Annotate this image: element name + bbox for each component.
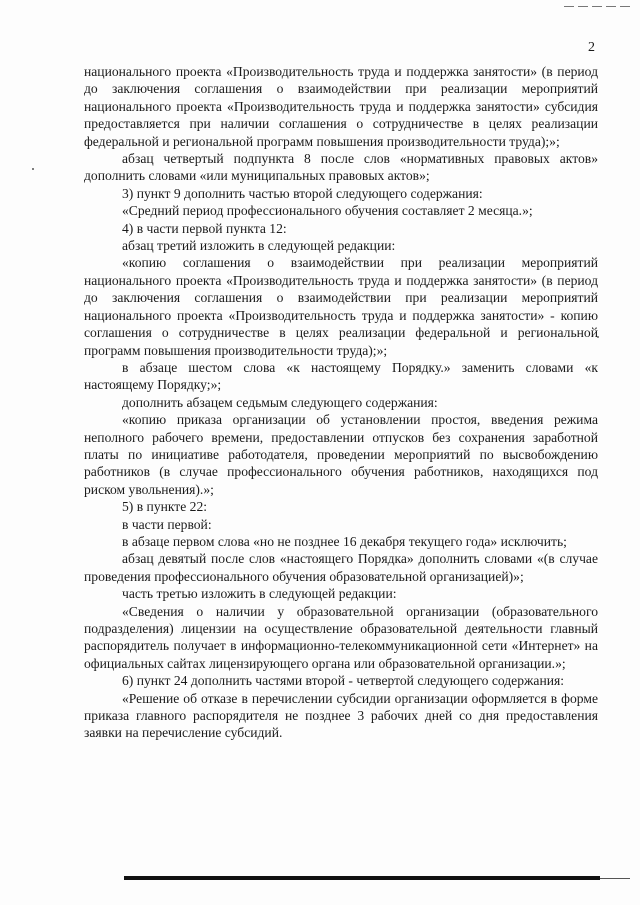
paragraph: абзац четвертый подпункта 8 после слов «нормативных правовых актов» дополнить словами «или муниципальных правовых актов»; (84, 151, 598, 184)
paragraph: национального проекта «Производительность труда и поддержка занятости» (в период до заключения соглашения о взаимодействии при реализации мероприятий национального проекта «Производительность труда и поддержка занятости» субсидия предоставляется при наличии соглашения о сотрудничестве в целях реализации федеральной и региональной программ повышения производительности труда);»; (84, 64, 598, 149)
paragraph: 4) в части первой пункта 12: (122, 220, 287, 236)
scan-artifact-dot (32, 168, 34, 170)
paragraph: 6) пункт 24 дополнить частями второй - четвертой следующего содержания: (122, 673, 565, 689)
paragraph: дополнить абзацем седьмым следующего содержания: (122, 394, 438, 410)
paragraph: в абзаце первом слова «но не позднее 16 декабря текущего года» исключить; (122, 533, 567, 549)
page-number: 2 (588, 40, 595, 55)
scan-artifact-top (564, 6, 634, 7)
paragraph: абзац третий изложить в следующей редакции: (122, 238, 396, 254)
paragraph: часть третью изложить в следующей редакции: (122, 586, 397, 602)
paragraph: 5) в пункте 22: (122, 499, 208, 515)
paragraph: 3) пункт 9 дополнить частью второй следующего содержания: (122, 185, 483, 201)
document-body (84, 63, 598, 742)
paragraph: «Решение об отказе в перечислении субсидии организации оформляется в форме приказа главного распорядителя не позднее 3 рабочих дней со дня предоставления заявки на перечисление субсидий. (84, 690, 598, 741)
paragraph: в части первой: (122, 516, 212, 532)
paragraph: «Средний период профессионального обучения составляет 2 месяца.»; (122, 203, 533, 219)
paragraph: «Сведения о наличии у образовательной организации (образовательного подразделения) лицензии на осуществление образовательной деятельности главный распорядитель получает в информационно-телекоммуникационной сети «Интернет» на официальных сайтах лицензирующего органа или образовательной организации.»; (84, 603, 598, 671)
paragraph: «копию соглашения о взаимодействии при реализации мероприятий национального проекта «Производительность труда и поддержка занятости» (в период до заключения соглашения о взаимодействии при реализации мероприятий национального проекта «Производительность труда и поддержка занятости» - копию соглашения о сотрудничестве в целях реализации федеральной и региональной программ повышения производительности труда);»; (84, 255, 598, 358)
paragraph: в абзаце шестом слова «к настоящему Порядку.» заменить словами «к настоящему Порядку;»; (84, 359, 598, 393)
scan-bottom-edge-tail (600, 878, 630, 879)
paragraph: «копию приказа организации об установлении простоя, введения режима неполного рабочего времени, предоставлении отпусков без сохранения заработной платы по инициативе работодателя, проведении мероприятий по высвобождению работников (в случае профессионального обучения работников, находящихся под риском увольнения).»; (84, 412, 598, 497)
scan-bottom-edge (124, 876, 600, 880)
paragraph: абзац девятый после слов «настоящего Порядка» дополнить словами «(в случае проведения профессионального обучения образовательной организацией)»; (84, 551, 598, 584)
